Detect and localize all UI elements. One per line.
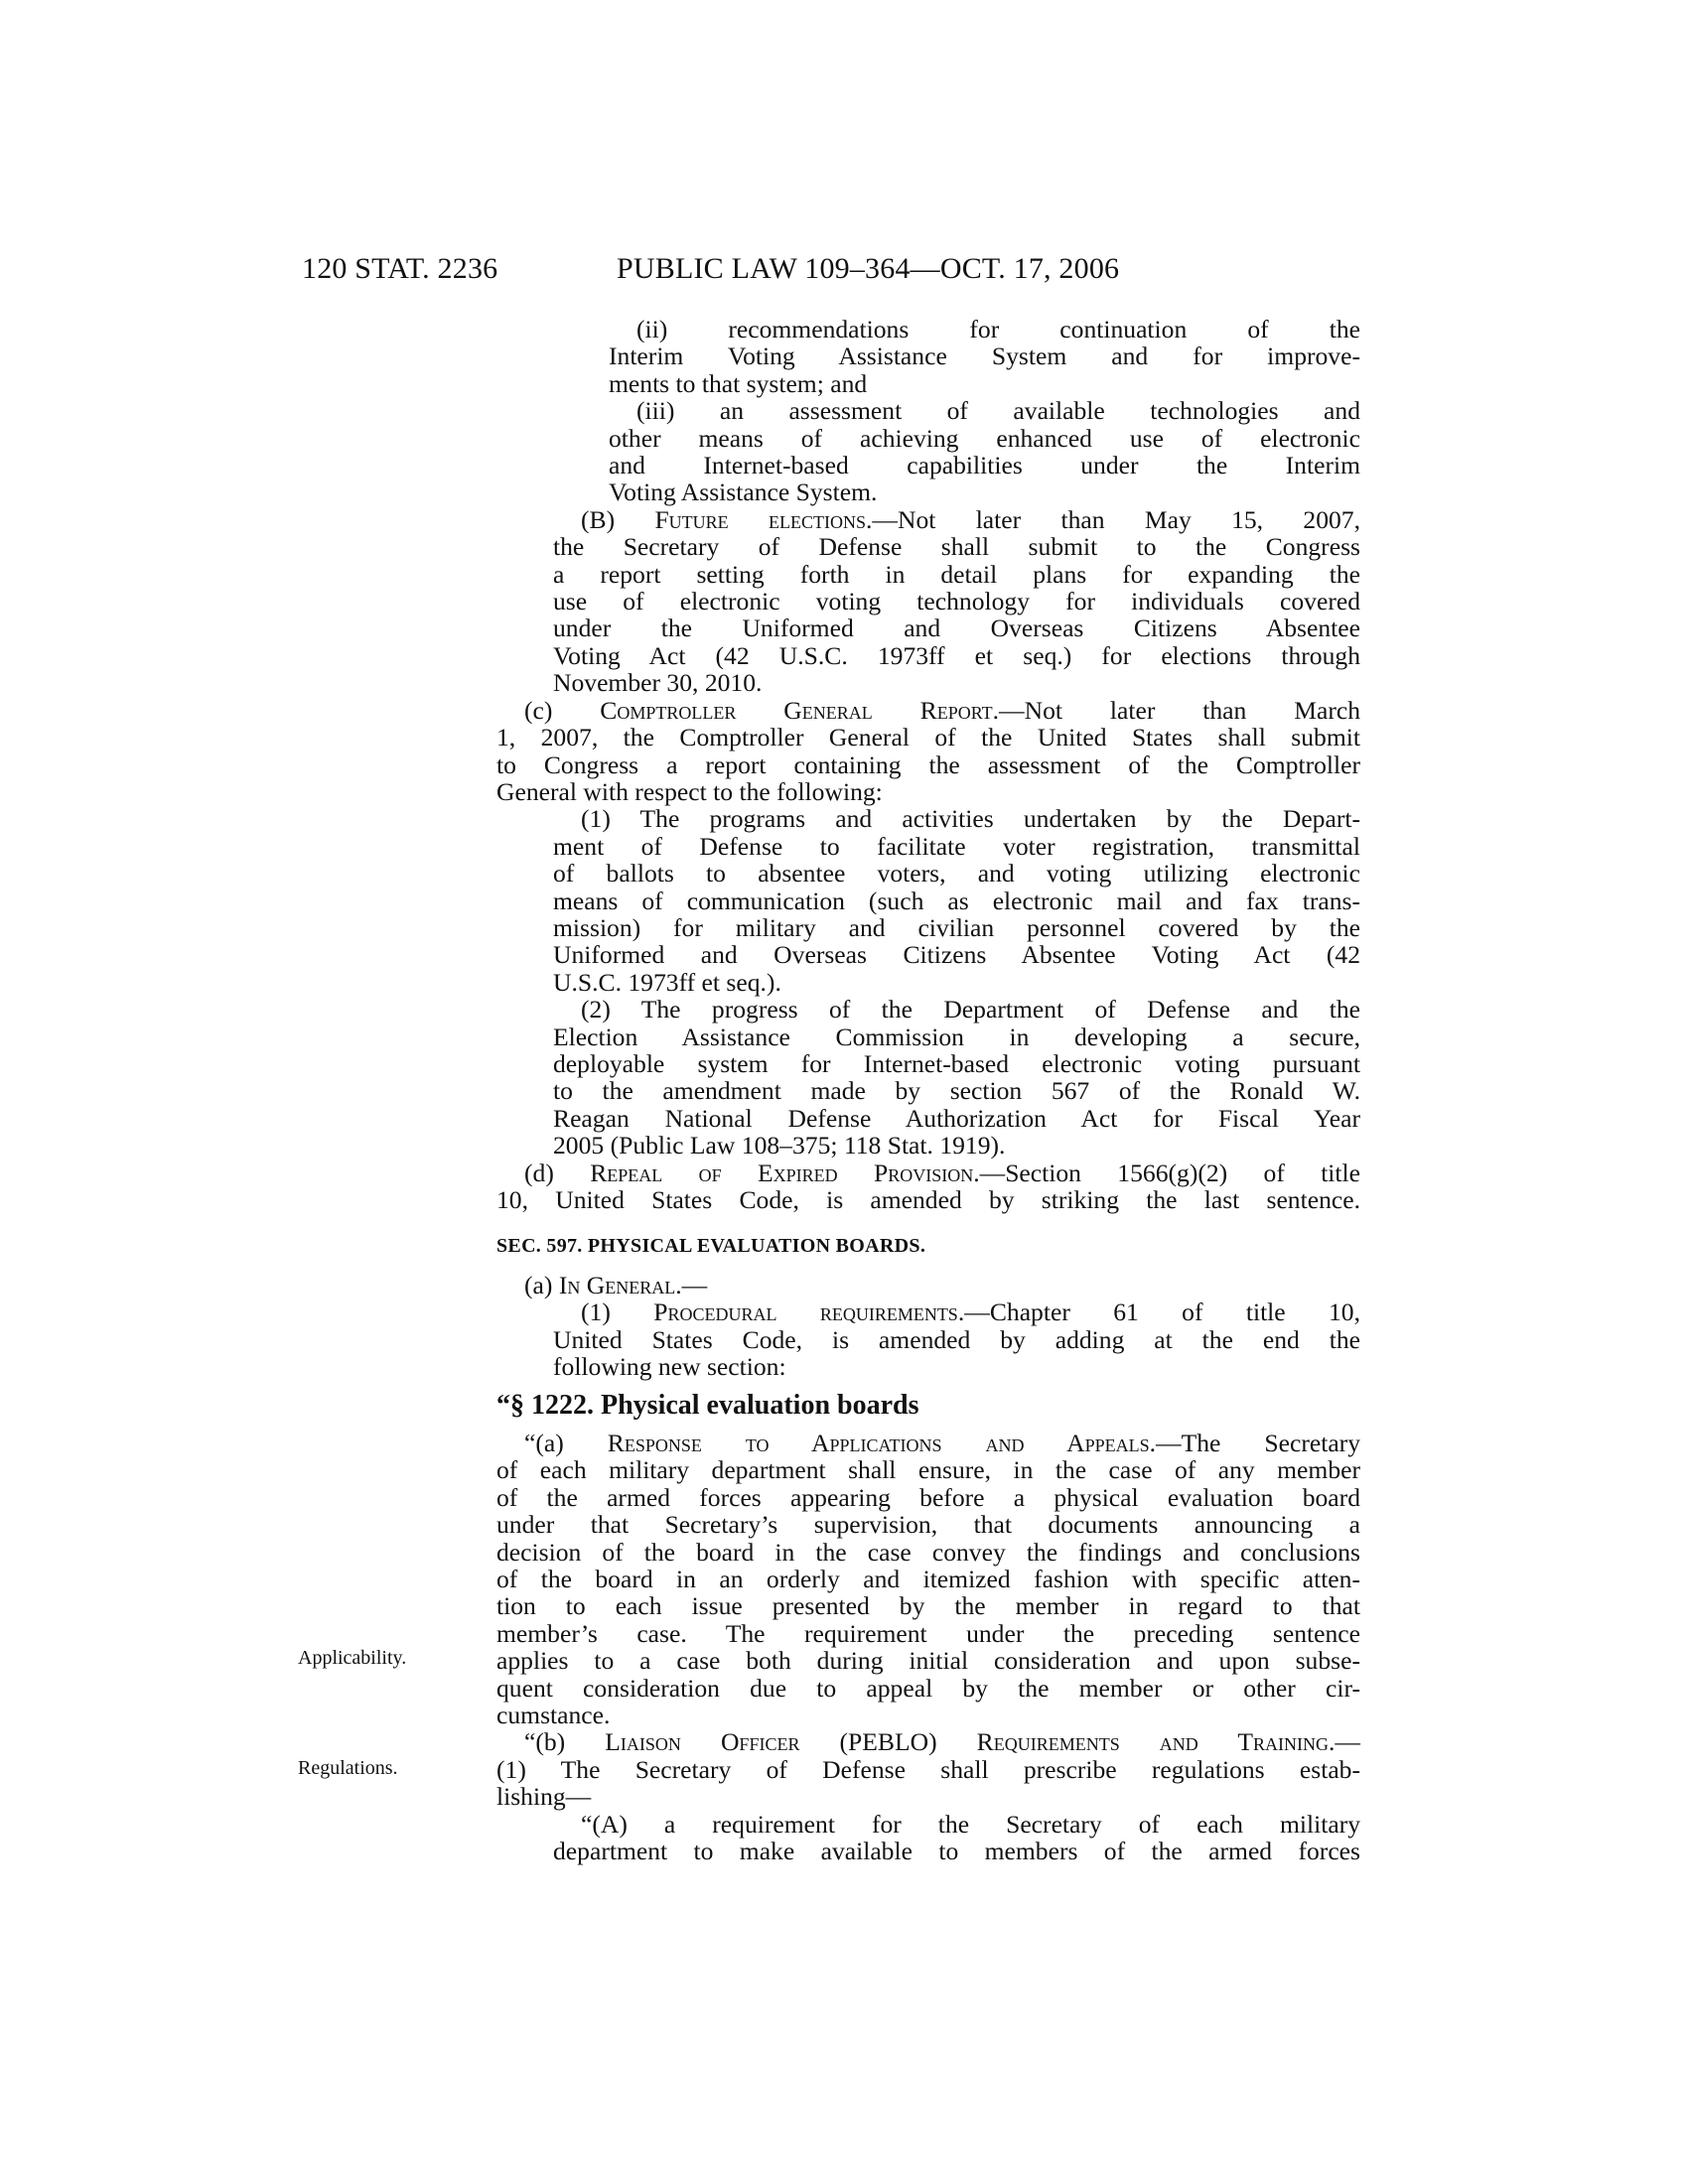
para-b-A: “(A) a requirement for the Secretary of each military department to make available to members of the armed forces bbox=[553, 1809, 1360, 1866]
block-sec597 bbox=[496, 1272, 1360, 1381]
block-voting-items bbox=[496, 316, 1360, 1213]
item-c1: (1) The programs and activities undertaken by the Depart- ment of Defense to facilitate voter registration, transmittal of ballots to absentee voters, and voting utilizing electronic means of communication (such as electronic mail and fax trans- mission) for military and civilian personnel covered by the Uniformed and Overseas Citizens Absentee Voting Act (42 U.S.C. 1973ff et seq.). bbox=[553, 804, 1360, 997]
margin-note-regulations: Regulations. bbox=[298, 1757, 398, 1779]
item-a1-procedural: (1) Procedural requirements.—Chapter 61 of title 10, United States Code, is amended by adding at the end the following new section: bbox=[553, 1297, 1361, 1382]
item-d-repeal: (d) Repeal of Expired Provision.—Section 1566(g)(2) of title 10, United States Code, is amended by striking the last sentence. bbox=[496, 1158, 1361, 1214]
item-iii: (iii) an assessment of available technologies and other means of achieving enhanced use of electronic and Internet-based capabilities under the Interim Voting Assistance System. bbox=[609, 396, 1360, 507]
item-c-comptroller: (c) Comptroller General Report.—Not later than March 1, 2007, the Comptroller General of the United States shall submit to Congress a report containing the assessment of the Comptroller General with respect to the following: bbox=[496, 695, 1360, 806]
item-b-future-elections: (B) Future elections.—Not later than May 15, 2007, the Secretary of Defense shall submit to the Congress a report setting forth in detail plans for expanding the use of electronic voting technology for individuals covered under the Uniformed and Overseas Citizens Absentee Voting Act (42 U.S.C. 1973ff et seq.) for elections through November 30, 2010. bbox=[553, 504, 1360, 698]
header-law: PUBLIC LAW 109–364—OCT. 17, 2006 bbox=[617, 252, 1120, 285]
item-c2: (2) The progress of the Department of Defense and the Election Assistance Commission in developing a secure, deployable system for Internet-based electronic voting pursuant to the amendment made by section 567 of the Ronald W. Reagan National Defense Authorization Act for Fiscal Year 2005 (Public Law 108–375; 118 Stat. 1919). bbox=[553, 995, 1360, 1160]
block-sec1222 bbox=[496, 1430, 1360, 1865]
margin-note-applicability: Applicability. bbox=[298, 1647, 407, 1669]
item-ii: (ii) recommendations for continuation of the Interim Voting Assistance System and for improve- ments to that system; and bbox=[609, 315, 1360, 398]
section-heading-597: SEC. 597. PHYSICAL EVALUATION BOARDS. bbox=[496, 1235, 926, 1257]
item-a-in-general: (a) In General.— bbox=[524, 1271, 708, 1299]
header-stat: 120 STAT. 2236 bbox=[302, 252, 498, 285]
para-b-liaison: “(b) Liaison Officer (PEBLO) Requirements and Training.— (1) The Secretary of Defense shall prescribe regulations estab- lishing— bbox=[496, 1727, 1360, 1812]
section-title-1222: “§ 1222. Physical evaluation boards bbox=[496, 1390, 919, 1421]
para-a-response: “(a) Response to Applications and Appeals.—The Secretary of each military department shall ensure, in the case of any member of the armed forces appearing before a physical evaluation board under that Secretary’s supervision, that documents announcing a decision of the board in the case convey the findings and conclusions of the board in an orderly and itemized fashion with specific atten- tion to each issue presented by the member in regard to that member’s case. The requirement under the preceding sentence applies to a case both during initial consideration and upon subse- quent consideration due to appeal by the member or other cir- cumstance. bbox=[496, 1429, 1360, 1730]
